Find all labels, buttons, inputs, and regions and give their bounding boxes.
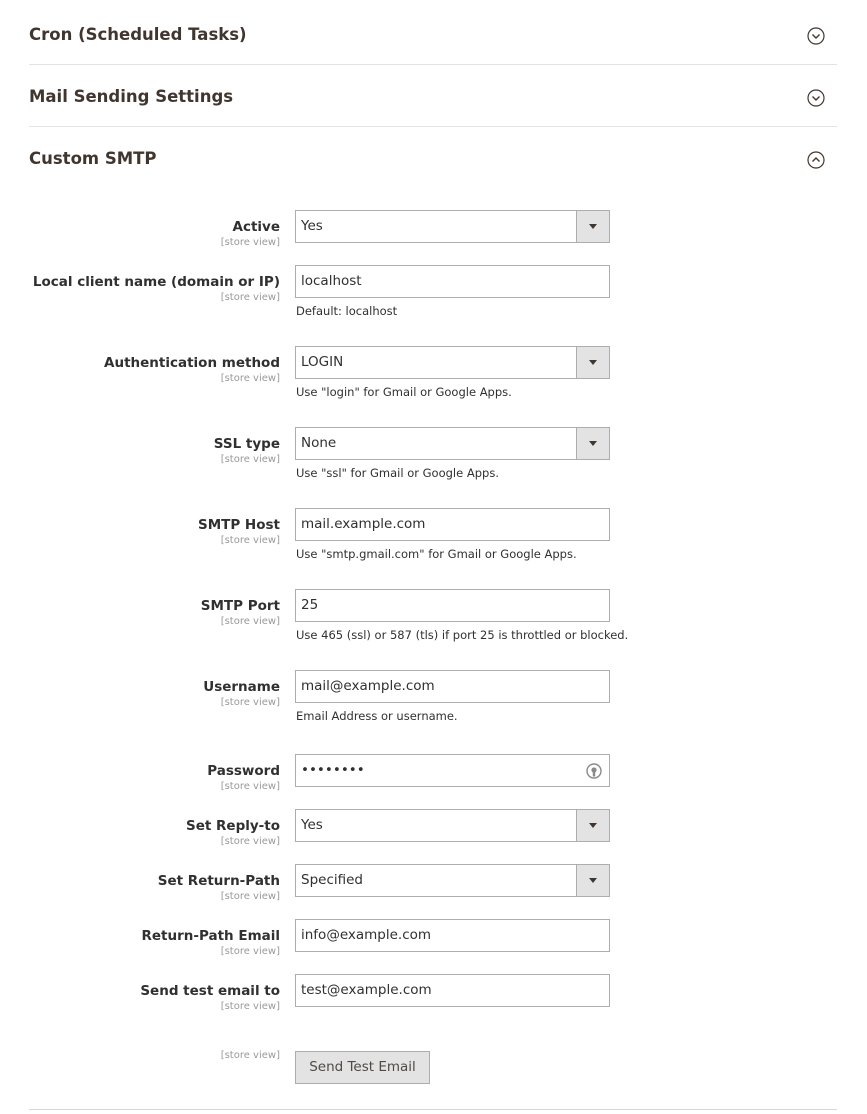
active-label: Active [store view] [220,219,280,248]
send-test-email-button[interactable]: Send Test Email [295,1051,430,1084]
scope-label: [store view] [220,373,280,384]
return-path-select[interactable]: Specified [295,864,610,897]
smtp-host-label: SMTP Host [store view] [197,517,280,546]
scope-label: [store view] [220,535,280,546]
section-mail-sending[interactable] [29,65,837,127]
auth-method-note: Use "login" for Gmail or Google Apps. [296,385,512,399]
scope-label: [store view] [220,946,280,957]
section-cron[interactable] [29,3,837,65]
return-path-label: Set Return-Path [store view] [157,873,280,902]
test-email-label: Send test email to [store view] [140,983,280,1012]
section-title: Cron (Scheduled Tasks) [29,25,247,44]
scope-label: [store view] [220,292,280,303]
smtp-port-input[interactable]: 25 [295,589,610,622]
dropdown-arrow-icon[interactable] [576,810,609,841]
local-client-label: Local client name (domain or IP) [store view] [32,274,280,303]
test-email-input[interactable]: test@example.com [295,974,610,1007]
username-note: Email Address or username. [296,709,458,723]
return-path-email-input[interactable]: info@example.com [295,919,610,952]
dropdown-arrow-icon[interactable] [576,347,609,378]
password-input[interactable]: •••••••• [295,754,610,787]
chevron-down-icon[interactable] [807,89,825,107]
scope-label: [store view] [220,1050,280,1061]
scope-label: [store view] [220,1001,280,1012]
return-path-email-label: Return-Path Email [store view] [141,928,280,957]
password-label: Password [store view] [207,763,280,792]
reply-to-label: Set Reply-to [store view] [185,818,280,847]
reply-to-select[interactable]: Yes [295,809,610,842]
smtp-host-note: Use "smtp.gmail.com" for Gmail or Google Apps. [296,547,577,561]
ssl-type-select[interactable]: None [295,427,610,460]
active-select[interactable]: Yes [295,210,610,243]
scope-label: [store view] [220,616,280,627]
scope-label: [store view] [220,781,280,792]
password-reveal-icon[interactable] [585,762,603,780]
section-title: Custom SMTP [29,149,157,168]
scope-label: [store view] [220,697,280,708]
smtp-port-note: Use 465 (ssl) or 587 (tls) if port 25 is throttled or blocked. [296,628,629,642]
local-client-input[interactable]: localhost [295,265,610,298]
smtp-port-label: SMTP Port [store view] [200,598,280,627]
scope-label: [store view] [220,836,280,847]
send-test-scope [221,1049,280,1062]
dropdown-arrow-icon[interactable] [576,865,609,896]
section-custom-smtp[interactable] [29,127,837,189]
section-divider [29,1109,837,1110]
ssl-type-label: SSL type [store view] [213,436,280,465]
username-label: Username [store view] [203,679,280,708]
local-client-note: Default: localhost [296,304,398,318]
dropdown-arrow-icon[interactable] [576,211,609,242]
scope-label: [store view] [220,891,280,902]
username-input[interactable]: mail@example.com [295,670,610,703]
chevron-down-icon[interactable] [807,27,825,45]
smtp-host-input[interactable]: mail.example.com [295,508,610,541]
auth-method-select[interactable]: LOGIN [295,346,610,379]
scope-label: [store view] [220,454,280,465]
scope-label: [store view] [220,237,280,248]
section-title: Mail Sending Settings [29,87,234,106]
ssl-type-note: Use "ssl" for Gmail or Google Apps. [296,466,499,480]
dropdown-arrow-icon[interactable] [576,428,609,459]
chevron-up-icon[interactable] [807,151,825,169]
auth-method-label: Authentication method [store view] [104,355,280,384]
